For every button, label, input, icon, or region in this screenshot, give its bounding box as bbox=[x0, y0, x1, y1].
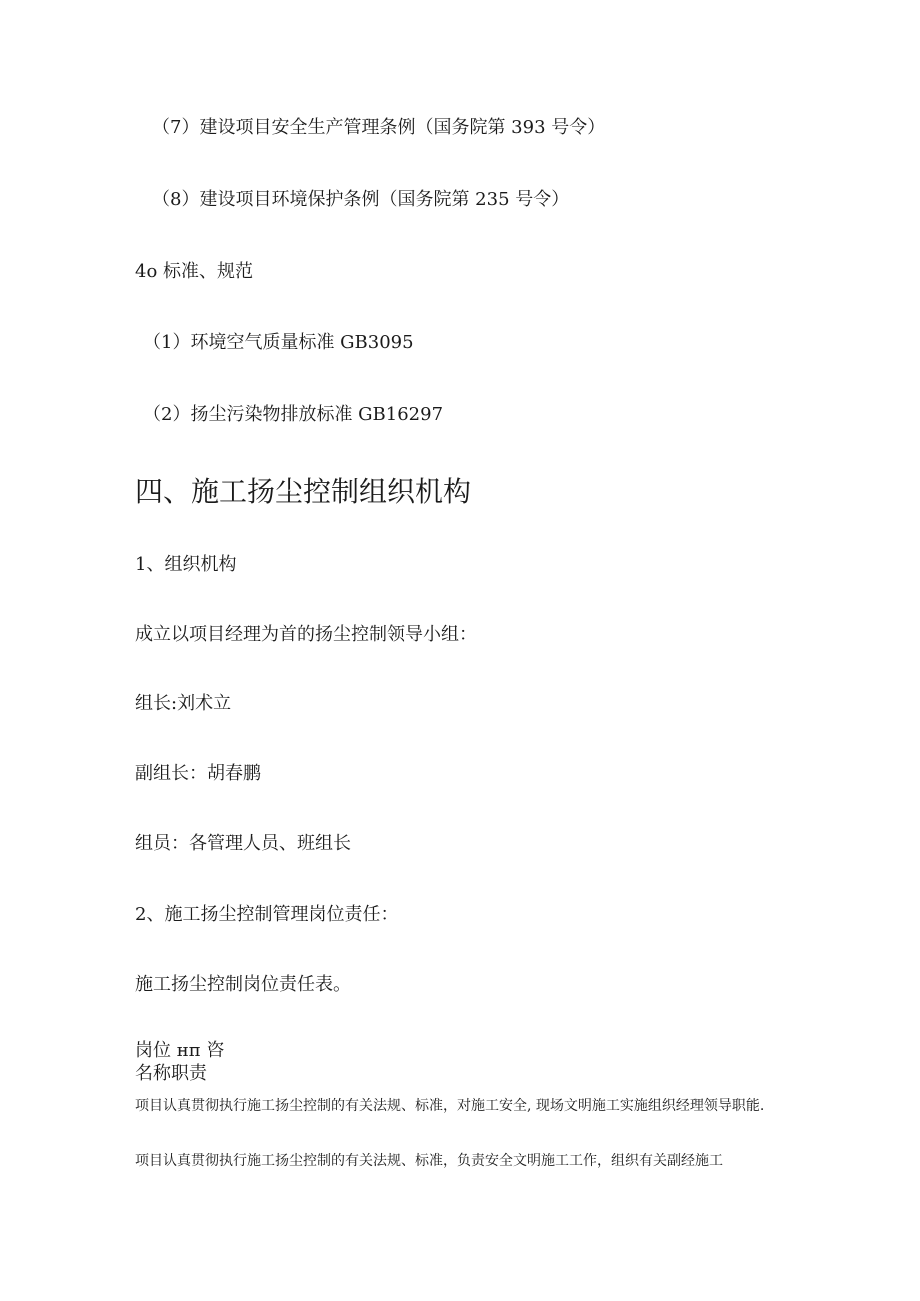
subsection-1: 1、组织机构 bbox=[135, 554, 237, 575]
standard-item-1: （1）环境空气质量标准 GB3095 bbox=[143, 332, 414, 353]
table-header-row-2: 名称职责 bbox=[135, 1063, 207, 1084]
standard-item-2: （2）扬尘污染物排放标准 GB16297 bbox=[143, 404, 444, 425]
group-members: 组员：各管理人员、班组长 bbox=[135, 833, 351, 854]
regulation-item-7: （7）建设项目安全生产管理条例（国务院第 393 号令） bbox=[152, 117, 606, 138]
regulation-item-8: （8）建设项目环境保护条例（国务院第 235 号令） bbox=[152, 189, 570, 210]
section-heading: 四、施工扬尘控制组织机构 bbox=[135, 475, 472, 508]
table-header-row-1: 岗位 нп 咨 bbox=[135, 1040, 225, 1061]
subsection-2: 2、施工扬尘控制管理岗位责任： bbox=[135, 904, 399, 925]
deputy-leader: 副组长：胡春鹏 bbox=[135, 763, 261, 784]
leadership-group-intro: 成立以项目经理为首的扬尘控制领导小组： bbox=[135, 624, 477, 645]
table-title: 施工扬尘控制岗位责任表。 bbox=[135, 974, 351, 995]
duty-paragraph-2: 项目认真贯彻执行施工扬尘控制的有关法规、标准，负责安全文明施工工作，组织有关副经施工 bbox=[135, 1153, 723, 1169]
group-leader: 组长:刘术立 bbox=[135, 693, 232, 714]
standards-heading: 4o 标准、规范 bbox=[135, 261, 254, 282]
duty-paragraph-1: 项目认真贯彻执行施工扬尘控制的有关法规、标准，对施工安全, 现场文明施工实施组织经理领导职能. bbox=[135, 1098, 765, 1114]
